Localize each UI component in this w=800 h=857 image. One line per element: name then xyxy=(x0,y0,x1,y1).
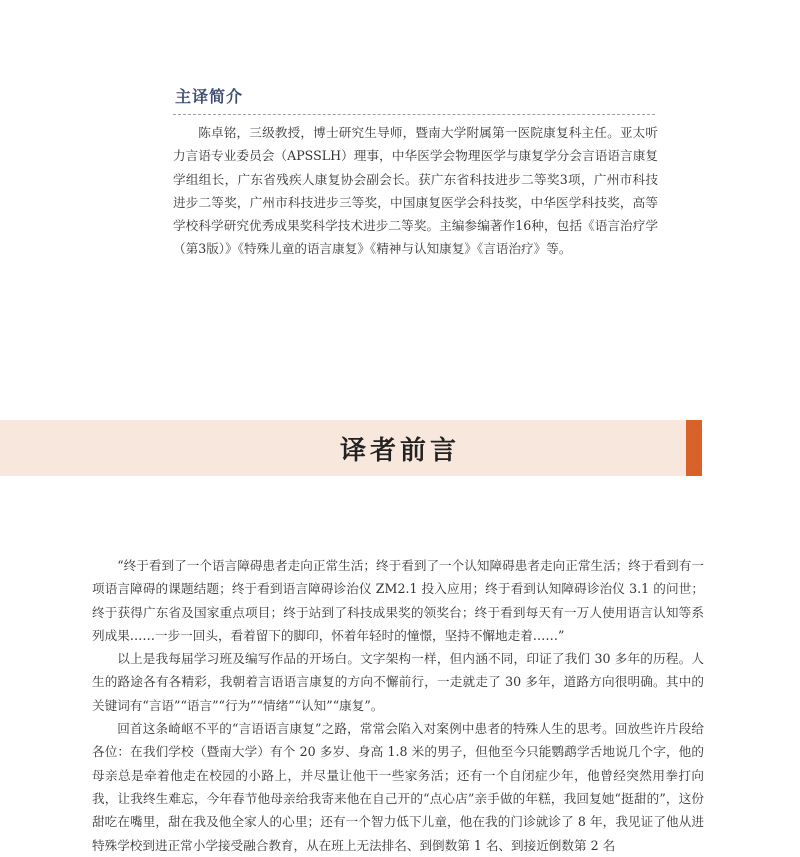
preface-paragraph: 回首这条崎岖不平的“言语语言康复”之路，常常会陷入对案例中患者的特殊人生的思考。回放些许片段给各位：在我们学校（暨南大学）有个 20 多岁、身高 1.8 米的男子，但他至今只能鹦鹉学舌地说几个字，他的母亲总是牵着他走在校园的小路上，并尽量让他干一些家务活；还有一个自闭症少年，他曾经突然用拳打向我，让我终生难忘，今年春节他母亲给我寄来他在自己开的“点心店”亲手做的年糕，我回复她“挺甜的”，这份甜吃在嘴里，甜在我及他全家人的心里；还有一个智力低下儿童，他在我的门诊就诊了 8 年，我见证了他从进特殊学校到进正常小学接受融合教育，从在班上无法排名、到倒数第 1 名、到接近倒数第 2 名 xyxy=(92,721,704,853)
translator-bio xyxy=(173,121,658,261)
preface-title: 译者前言 xyxy=(340,436,461,466)
preface-banner-accent xyxy=(686,420,702,476)
translator-bio-text: 陈卓铭，三级教授，博士研究生导师，暨南大学附属第一医院康复科主任。亚太听力言语专业委员会（APSSLH）理事，中华医学会物理医学与康复学分会言语语言康复学组组长，广东省残疾人康复协会副会长。获广东省科技进步二等奖3项，广州市科技进步二等奖，广州市科技进步三等奖，中国康复医学会科技奖，中华医学科技奖，高等学校科学研究优秀成果奖科学技术进步二等奖。主编参编著作16种，包括《语言治疗学（第3版）》《特殊儿童的语言康复》《精神与认知康复》《言语治疗》等。 xyxy=(173,125,658,257)
preface-body xyxy=(92,554,704,857)
preface-paragraph: 以上是我每届学习班及编写作品的开场白。文字架构一样，但内涵不同，印证了我们 30 多年的历程。人生的路途各有各精彩，我朝着言语语言康复的方向不懈前行，一走就走了 30 多年，道路方向很明确。其中的关键词有“言语”“语言”“行为”“情绪”“认知”“康复”。 xyxy=(92,651,704,713)
preface-paragraph: “终于看到了一个语言障碍患者走向正常生活；终于看到了一个认知障碍患者走向正常生活；终于看到有一项语言障碍的课题结题；终于看到语言障碍诊治仪 ZM2.1 投入应用；终于看到认知障碍诊治仪 3.1 的问世；终于获得广东省及国家重点项目；终于站到了科技成果奖的领奖台；终于看到每天有一万人使用语言认知等系列成果……一步一回头，看着留下的脚印，怀着年轻时的憧憬，坚持不懈地走着……” xyxy=(92,558,704,643)
section-divider xyxy=(173,114,655,115)
translator-intro-title: 主译简介 xyxy=(175,87,244,106)
